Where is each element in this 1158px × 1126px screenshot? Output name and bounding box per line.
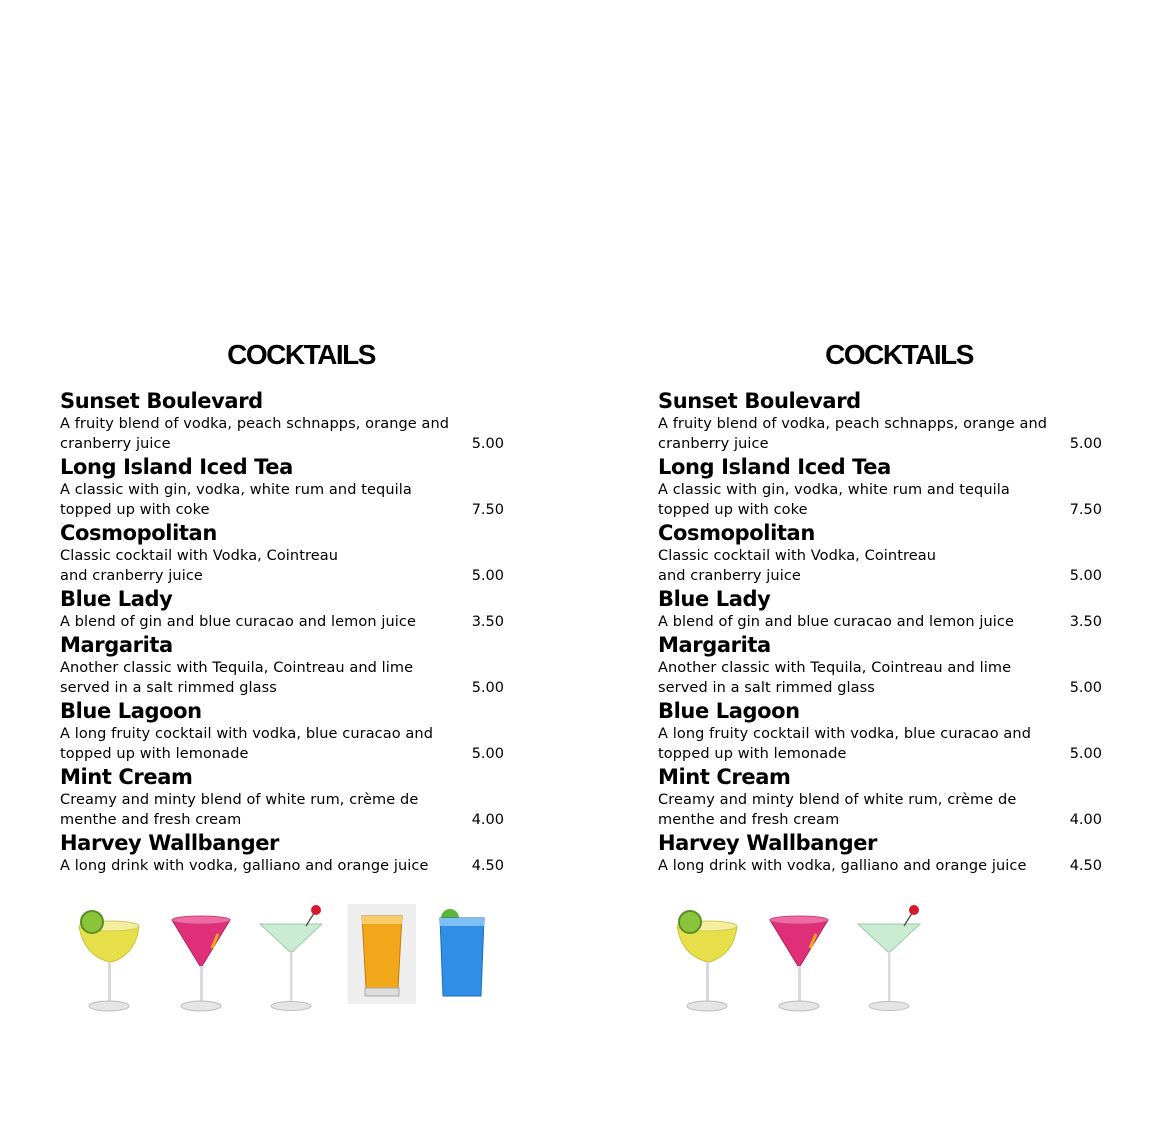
- blue-lagoon-glass-icon: [432, 904, 492, 1004]
- menu-item: [60, 632, 504, 698]
- menu-item: [60, 586, 504, 632]
- cocktail-images: [60, 904, 510, 1024]
- orange-highball-glass-icon: [348, 904, 416, 1004]
- item-price: 5.00: [1069, 568, 1102, 584]
- margarita-glass-icon: [672, 904, 742, 1016]
- item-name: Cosmopolitan: [658, 521, 815, 545]
- cosmopolitan-glass-icon: [166, 904, 236, 1016]
- item-price: 5.00: [471, 568, 504, 584]
- item-name: Blue Lagoon: [658, 699, 800, 723]
- item-description: menthe and fresh cream: [658, 812, 840, 828]
- menu-item: [60, 764, 504, 830]
- item-price: 4.00: [1069, 812, 1102, 828]
- item-name: Long Island Iced Tea: [60, 455, 293, 479]
- item-name: Blue Lady: [60, 587, 173, 611]
- menu-item: [658, 454, 1102, 520]
- item-description: served in a salt rimmed glass: [60, 680, 277, 696]
- item-name: Blue Lagoon: [60, 699, 202, 723]
- menu-item: [60, 698, 504, 764]
- menu-title: COCKTAILS: [227, 339, 375, 370]
- item-description: A blend of gin and blue curacao and lemon juice: [658, 614, 1014, 630]
- item-description: Classic cocktail with Vodka, Cointreau: [60, 548, 339, 564]
- mint-martini-glass-icon: [854, 904, 924, 1016]
- item-name: Blue Lady: [658, 587, 771, 611]
- menu-item: [60, 454, 504, 520]
- item-description: cranberry juice: [60, 436, 171, 452]
- menu-item: [60, 388, 504, 454]
- item-name: Cosmopolitan: [60, 521, 217, 545]
- item-description: Another classic with Tequila, Cointreau and lime: [60, 660, 414, 676]
- item-description: topped up with coke: [658, 502, 808, 518]
- item-description: menthe and fresh cream: [60, 812, 242, 828]
- menu-title: COCKTAILS: [825, 339, 973, 370]
- item-name: Long Island Iced Tea: [658, 455, 891, 479]
- item-price: 5.00: [1069, 436, 1102, 452]
- item-description: Creamy and minty blend of white rum, crème de: [658, 792, 1017, 808]
- item-description: served in a salt rimmed glass: [658, 680, 875, 696]
- margarita-glass-icon: [74, 904, 144, 1016]
- menu-page-left: [0, 0, 560, 1126]
- item-name: Mint Cream: [658, 765, 791, 789]
- menu-item: [658, 830, 1102, 876]
- cosmopolitan-glass-icon: [764, 904, 834, 1016]
- menu-item: [658, 586, 1102, 632]
- item-description: A classic with gin, vodka, white rum and tequila: [658, 482, 1010, 498]
- item-description: A classic with gin, vodka, white rum and tequila: [60, 482, 412, 498]
- item-description: A blend of gin and blue curacao and lemon juice: [60, 614, 416, 630]
- item-price: 4.50: [471, 858, 504, 874]
- item-name: Harvey Wallbanger: [60, 831, 280, 855]
- item-description: Creamy and minty blend of white rum, crème de: [60, 792, 419, 808]
- item-description: Another classic with Tequila, Cointreau and lime: [658, 660, 1012, 676]
- menu-item: [60, 830, 504, 876]
- item-description: A long fruity cocktail with vodka, blue curacao and: [658, 726, 1031, 742]
- item-price: 4.00: [471, 812, 504, 828]
- item-description: topped up with coke: [60, 502, 210, 518]
- menu-item: [658, 698, 1102, 764]
- item-description: and cranberry juice: [658, 568, 801, 584]
- item-description: A long fruity cocktail with vodka, blue curacao and: [60, 726, 433, 742]
- item-description: A long drink with vodka, galliano and orange juice: [60, 858, 429, 874]
- cocktail-list: [60, 388, 504, 876]
- item-description: A long drink with vodka, galliano and orange juice: [658, 858, 1027, 874]
- item-name: Harvey Wallbanger: [658, 831, 878, 855]
- item-name: Sunset Boulevard: [658, 389, 861, 413]
- item-description: topped up with lemonade: [658, 746, 847, 762]
- item-price: 3.50: [1069, 614, 1102, 630]
- item-price: 3.50: [471, 614, 504, 630]
- item-name: Sunset Boulevard: [60, 389, 263, 413]
- item-price: 5.00: [1069, 680, 1102, 696]
- item-description: A fruity blend of vodka, peach schnapps, orange and: [658, 416, 1048, 432]
- item-price: 7.50: [471, 502, 504, 518]
- item-price: 5.00: [471, 680, 504, 696]
- item-price: 7.50: [1069, 502, 1102, 518]
- item-description: and cranberry juice: [60, 568, 203, 584]
- item-description: Classic cocktail with Vodka, Cointreau: [658, 548, 937, 564]
- menu-item: [60, 520, 504, 586]
- mint-martini-glass-icon: [256, 904, 326, 1016]
- item-description: A fruity blend of vodka, peach schnapps, orange and: [60, 416, 450, 432]
- item-description: topped up with lemonade: [60, 746, 249, 762]
- item-price: 5.00: [471, 436, 504, 452]
- menu-item: [658, 764, 1102, 830]
- cocktail-list: [658, 388, 1102, 876]
- menu-item: [658, 520, 1102, 586]
- item-price: 4.50: [1069, 858, 1102, 874]
- item-price: 5.00: [1069, 746, 1102, 762]
- item-name: Mint Cream: [60, 765, 193, 789]
- menu-item: [658, 388, 1102, 454]
- cocktail-images: [658, 904, 1108, 1024]
- item-price: 5.00: [471, 746, 504, 762]
- menu-page-right: [598, 0, 1158, 1126]
- item-name: Margarita: [658, 633, 771, 657]
- menu-item: [658, 632, 1102, 698]
- item-description: cranberry juice: [658, 436, 769, 452]
- item-name: Margarita: [60, 633, 173, 657]
